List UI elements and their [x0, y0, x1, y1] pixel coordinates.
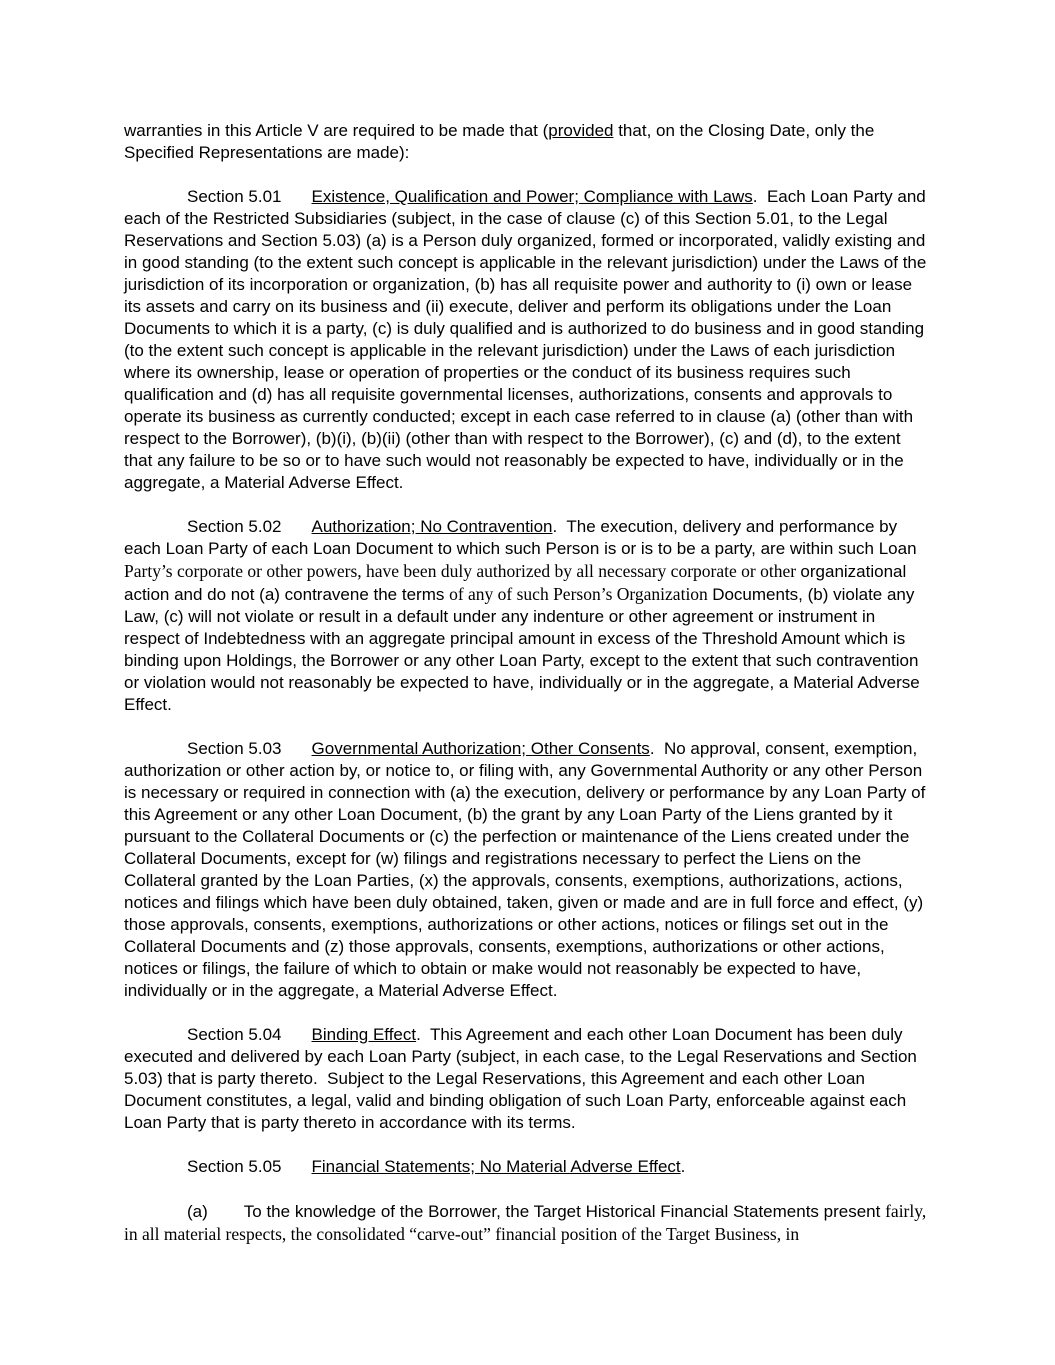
section-title: Authorization; No Contravention: [311, 517, 553, 536]
provided-underlined-term: provided: [548, 121, 614, 140]
section-body-serif: Party’s corporate or other powers, have been duly authorized by all necessary corporate or other: [124, 561, 801, 581]
section-5-03-paragraph: [124, 738, 930, 1002]
clause-body-serif: fairly, in all material respects, the consolidated “carve-out” financial position of the Target Business, in: [124, 1201, 931, 1244]
section-body: .: [680, 1157, 686, 1176]
section-5-02-paragraph: [124, 516, 930, 716]
section-body: Documents, (b) violate any Law, (c) will not violate or result in a default under any indenture or other agreement or instrument in respect of Indebtedness with an aggregate principal amount in excess of the Threshold Amount which is binding upon Holdings, the Borrower or any other Loan Party, except to the extent that such contravention or violation would not reasonably be expected to have, individually or in the aggregate, a Material Adverse Effect.: [124, 585, 925, 714]
section-label: Section 5.01: [187, 187, 282, 206]
section-label: Section 5.05: [187, 1157, 282, 1176]
section-body: . No approval, consent, exemption, authorization or other action by, or notice to, or filing with, any Governmental Authority or any other Person is necessary or required in connection with (a) the execution, delivery or performance by any Loan Party of this Agreement or any other Loan Document, (b) the grant by any Loan Party of the Liens granted by it pursuant to the Collateral Documents or (c) the perfection or maintenance of the Liens created under the Collateral Documents, except for (w) filings and registrations necessary to perfect the Liens on the Collateral granted by the Loan Parties, (x) the approvals, consents, exemptions, authorizations, actions, notices and filings which have been duly obtained, taken, given or made and are in full force and effect, (y) those approvals, consents, exemptions, authorizations or other actions, notices or filings set out in the Collateral Documents and (z) those approvals, consents, exemptions, authorizations or other actions, notices or filings, the failure of which to obtain or make would not reasonably be expected to have, individually or in the aggregate, a Material Adverse Effect.: [124, 739, 931, 1000]
section-body: . Each Loan Party and each of the Restricted Subsidiaries (subject, in the case of clause (c) of this Section 5.01, to the Legal Reservations and Section 5.03) (a) is a Person duly organized, formed or incorporated, validly existing and in good standing (to the extent such concept is applicable in the relevant jurisdiction) under the Laws of the jurisdiction of its incorporation or organization, (b) has all requisite power and authority to (i) own or lease its assets and carry on its business and (ii) execute, deliver and perform its obligations under the Loan Documents to which it is a party, (c) is duly qualified and is authorized to do business and in good standing (to the extent such concept is applicable in the relevant jurisdiction) under the Laws of each jurisdiction where its ownership, lease or operation of properties or the conduct of its business requires such qualification and (d) has all requisite governmental licenses, authorizations, consents and approvals to operate its business as currently conducted; except in each case referred to in clause (a) (other than with respect to the Borrower), (b)(i), (b)(ii) (other than with respect to the Borrower), (c) and (d), to the extent that any failure to be so or to have such would not reasonably be expected to have, individually or in the aggregate, a Material Adverse Effect.: [124, 187, 932, 492]
section-label: Section 5.04: [187, 1025, 282, 1044]
section-body: . The execution, delivery and performance by each Loan Party of each Loan Document to which such Person is or is to be a party, are within such Loan: [124, 517, 922, 558]
section-title: Governmental Authorization; Other Consents: [311, 739, 650, 758]
intro-text-after: that, on the Closing Date, only the Specified Representations are made):: [124, 121, 880, 162]
intro-text-before: warranties in this Article V are required to be made that (: [124, 121, 549, 140]
section-body-serif: of any of such Person’s Organization: [449, 584, 713, 604]
section-label: Section 5.02: [187, 517, 282, 536]
section-body: . This Agreement and each other Loan Document has been duly executed and delivered by each Loan Party (subject, in each case, to the Legal Reservations and Section 5.03) that is party thereto. Subject to the Legal Reservations, this Agreement and each other Loan Document constitutes, a legal, valid and binding obligation of such Loan Party, enforceable against each Loan Party that is party thereto in accordance with its terms.: [124, 1025, 922, 1132]
section-label: Section 5.03: [187, 739, 282, 758]
clause-label: (a): [187, 1202, 208, 1221]
section-5-05-paragraph: [124, 1156, 930, 1178]
section-title: Binding Effect: [311, 1025, 417, 1044]
clause-body: To the knowledge of the Borrower, the Target Historical Financial Statements present: [243, 1202, 886, 1221]
intro-paragraph: [124, 120, 930, 164]
section-5-04-paragraph: [124, 1024, 930, 1134]
section-title: Financial Statements; No Material Adverse Effect: [311, 1157, 681, 1176]
section-body: organizational action and do not (a) contravene the terms: [124, 562, 912, 604]
clause-a-paragraph: [124, 1200, 930, 1246]
section-5-01-paragraph: [124, 186, 930, 494]
section-title: Existence, Qualification and Power; Compliance with Laws: [311, 187, 753, 206]
